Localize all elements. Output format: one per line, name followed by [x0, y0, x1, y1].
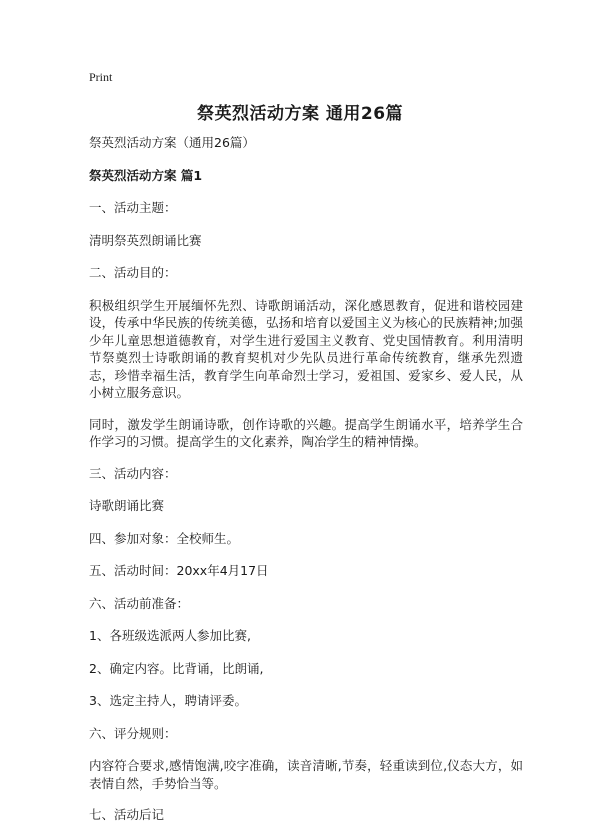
item-activity-purpose-label: 二、活动目的：	[89, 265, 177, 280]
item-scoring-rules: 内容符合要求,感情饱满,咬字准确，读音清晰,节奏，轻重读到位,仪态大方，如表情自然，手势恰当等。	[89, 758, 523, 791]
section-heading: 祭英烈活动方案 篇1	[89, 167, 203, 183]
item-activity-content-label: 三、活动内容：	[89, 465, 177, 481]
item-activity-theme-label: 一、活动主题：	[89, 200, 177, 215]
item-preparation-step-2: 2、确定内容。比背诵，比朗诵,	[89, 660, 264, 676]
item-afterword-label: 七、活动后记	[89, 807, 165, 822]
item-scoring-label: 六、评分规则：	[89, 725, 177, 741]
print-link[interactable]: Print	[89, 70, 113, 84]
item-activity-theme-value: 清明祭英烈朗诵比赛	[89, 232, 202, 248]
item-preparation-step-3: 3、选定主持人，聘请评委。	[89, 693, 247, 708]
document-body	[89, 134, 523, 839]
document-title: 祭英烈活动方案 通用26篇	[196, 104, 404, 124]
item-activity-purpose-paragraph-1: 积极组织学生开展缅怀先烈、诗歌朗诵活动，深化感恩教育，促进和谐校园建设，传承中华民族的传统美德，弘扬和培育以爱国主义为核心的民族精神;加强少年儿童思想道德教育，对学生进行爱国主义教育、党史国情教育。利用清明节祭奠烈士诗歌朗诵的教育契机对少先队员进行革命传统教育，继承先烈遗志，珍惜幸福生活，教育学生向革命烈士学习，爱祖国、爱家乡、爱人民，从小树立服务意识。	[89, 297, 523, 400]
item-activity-purpose-paragraph-2: 同时，激发学生朗诵诗歌，创作诗歌的兴趣。提高学生朗诵水平，培养学生合作学习的习惯。提高学生的文化素养，陶冶学生的精神情操。	[89, 416, 523, 449]
item-activity-time: 五、活动时间：20xx年4月17日	[89, 563, 269, 578]
item-participants: 四、参加对象：全校师生。	[89, 530, 240, 546]
item-activity-content-value: 诗歌朗诵比赛	[89, 498, 165, 513]
item-preparation-step-1: 1、各班级选派两人参加比赛,	[89, 628, 251, 643]
item-preparation-label: 六、活动前准备：	[89, 595, 190, 611]
document-subtitle: 祭英烈活动方案（通用26篇）	[89, 135, 255, 150]
